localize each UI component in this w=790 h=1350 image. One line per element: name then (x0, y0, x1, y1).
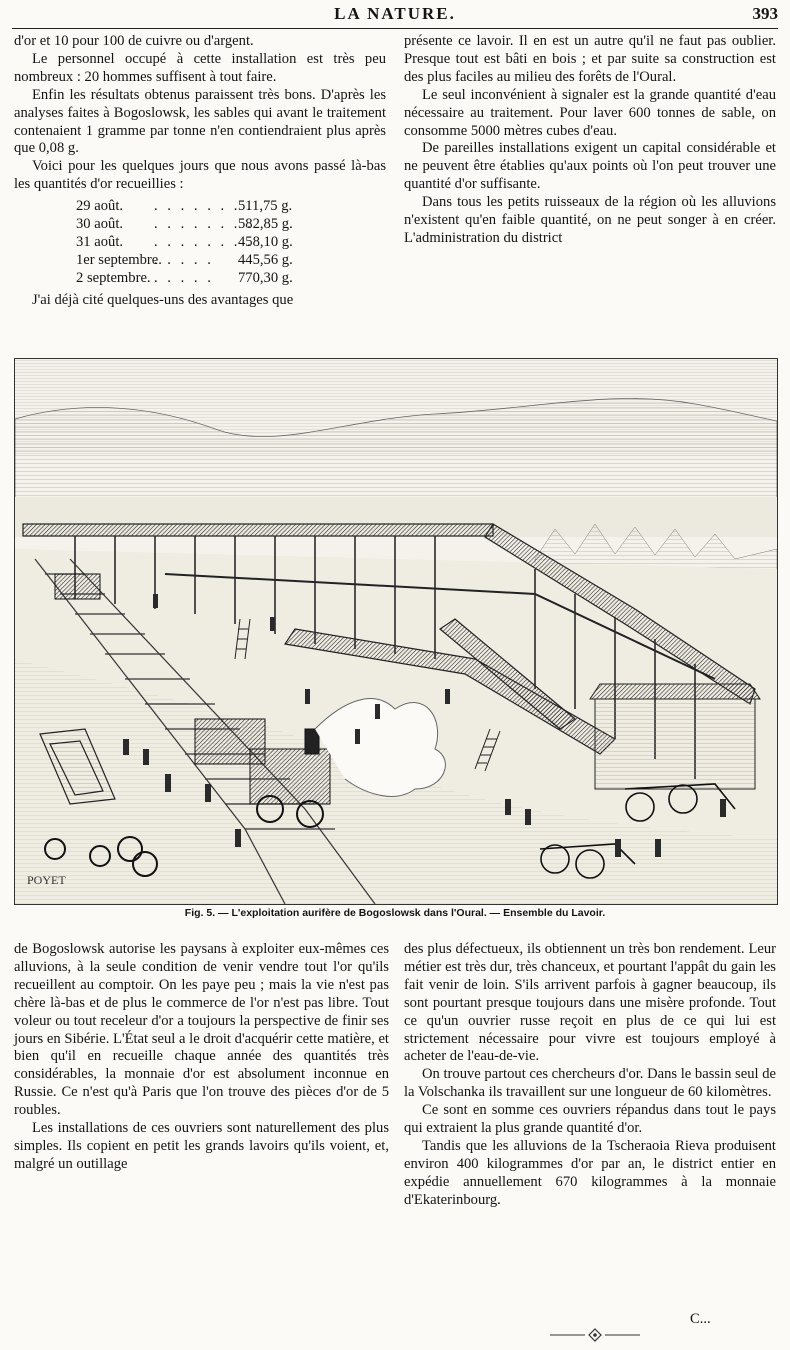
paragraph: Dans tous les petits ruisseaux de la région où les alluvions n'existent qu'en faible quantité, on ne peut songer à en créer. L'administration du district (404, 194, 776, 246)
table-row (14, 198, 386, 216)
author-signature: C... (690, 1311, 711, 1327)
page-number: 393 (752, 4, 778, 23)
row-amount: 458,10 g. (238, 233, 293, 250)
row-date: 29 août. (76, 198, 124, 215)
row-leader: . . . . . (154, 251, 214, 268)
paragraph: Le seul inconvénient à signaler est la grande quantité d'eau nécessaire au traitement. Pour laver 600 tonnes de sable, on consomme 5000 mètres cubes d'eau. (404, 86, 776, 139)
end-ornament (545, 1326, 645, 1344)
journal-title: LA NATURE. (334, 4, 456, 23)
paragraph: De pareilles installations exigent un capital considérable et ne peuvent être établies qu'aux points où l'on peut trouver une quantité d'or suffisante. (404, 140, 776, 193)
paragraph: Les installations de ces ouvriers sont naturellement des plus simples. Ils copient en petit les grands lavoirs qu'ils voient, et, malgré un outillage (14, 1120, 389, 1172)
paragraph: Ce sont en somme ces ouvriers répandus dans tout le pays qui extraient la plus grande quantité d'or. (404, 1102, 776, 1137)
paragraph: présente ce lavoir. Il en est un autre qu'il ne faut pas oublier. Presque tout est bâti en bois ; et par suite sa construction est des plus faciles au milieu des forêts de l'Oural. (404, 33, 776, 85)
engraver-signature: POYET (27, 873, 66, 887)
row-amount: 770,30 g. (238, 269, 293, 286)
column-bottom-right (404, 941, 776, 1210)
row-date: 1er septembre. (76, 251, 162, 268)
paragraph: Enfin les résultats obtenus paraissent très bons. D'après les analyses faites à Bogoslowsk, les sables qui avant le traitement contenaient 1 gramme par tonne n'en contiendraient plus après que 0,08 g. (14, 86, 386, 157)
engraving-figure (14, 358, 778, 905)
row-date: 31 août. (76, 233, 124, 250)
table-row (14, 270, 386, 288)
gold-washery-engraving (15, 359, 777, 904)
paragraph: Voici pour les quelques jours que nous avons passé là-bas les quantités d'or recueillies : (14, 158, 386, 193)
row-date: 30 août. (76, 216, 124, 233)
row-leader: . . . . . . . . (154, 233, 254, 250)
paragraph: J'ai déjà cité quelques-uns des avantages que (32, 291, 294, 308)
table-row (14, 234, 386, 252)
paragraph: Le personnel occupé à cette installation est très peu nombreux : 20 hommes suffisent à tout faire. (14, 50, 386, 85)
row-leader: . . . . . (154, 269, 214, 286)
row-amount: 582,85 g. (238, 216, 293, 233)
paragraph: On trouve partout ces chercheurs d'or. Dans le bassin seul de la Volschanka ils travaillent sur une longueur de 60 kilomètres. (404, 1066, 776, 1101)
row-leader: . . . . . . . . (154, 198, 254, 215)
row-leader: . . . . . . . . (154, 216, 254, 233)
washing-shed (590, 684, 760, 789)
column-top-left (14, 33, 386, 310)
column-top-right (404, 33, 776, 248)
paragraph: de Bogoslowsk autorise les paysans à exploiter eux-mêmes ces alluvions, à la seule condition de venir vendre tout l'or qu'ils recueillent au comptoir. On les paye peu ; mais la vie n'est pas chère là-bas et de plus le commerce de l'or n'est pas libre. Tout voleur ou tout receleur d'or a toujours la perspective de finir ses jours en Sibérie. L'État seul a le droit d'acquérir cette matière, et bien qu'il en recueille chaque année des quantités très considérables, la monnaie d'or est absolument inconnue en Russie. Ce n'est qu'à Paris que l'on trouve des pièces d'or de 5 roubles. (14, 941, 389, 1119)
row-date: 2 septembre. (76, 269, 151, 286)
wagon-top (55, 574, 100, 599)
table-row (14, 216, 386, 234)
paragraph: des plus défectueux, ils obtiennent un très bon rendement. Leur métier est très dur, très chanceux, et pourtant l'appât du gain les fait venir de loin. S'ils arrivent parfois à gagner beaucoup, ils sont pourtant presque toujours dans une misère profonde. Tout ce qu'un ouvrier russe reçoit en plus de ce qui lui est strictement nécessaire pour vivre est toujours employé à acheter de l'eau-de-vie. (404, 941, 776, 1065)
gold-quantities-table (14, 198, 386, 287)
paragraph: Tandis que les alluvions de la Tscheraoia Rieva produisent environ 400 kilogrammes d'or par an, le district entier en expédie annuellement 670 kilogrammes à la monnaie d'Ekaterinbourg. (404, 1137, 776, 1208)
figure-caption: Fig. 5. — L'exploitation aurifère de Bogoslowsk dans l'Oural. — Ensemble du Lavoir. (184, 907, 606, 919)
table-row (14, 252, 386, 270)
row-amount: 445,56 g. (238, 251, 293, 268)
paragraph: d'or et 10 pour 100 de cuivre ou d'argent. (14, 33, 254, 49)
column-bottom-left (14, 941, 389, 1174)
page-header (12, 2, 778, 29)
row-amount: 511,75 g. (238, 198, 293, 215)
